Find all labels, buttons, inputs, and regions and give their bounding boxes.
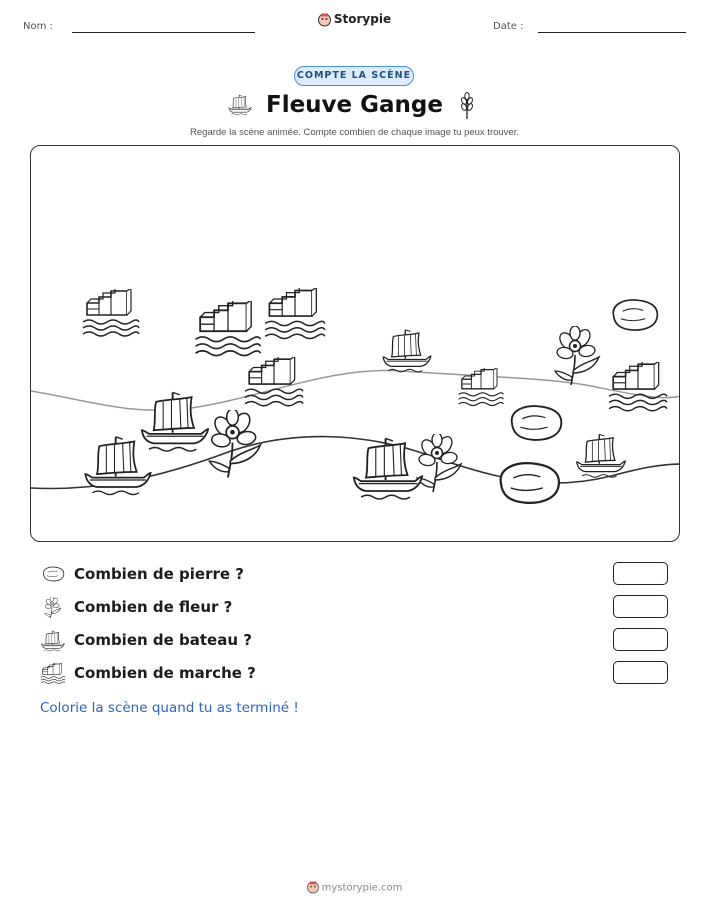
boat-icon xyxy=(383,330,431,372)
storypie-mascot-icon xyxy=(307,881,319,894)
activity-badge: COMPTE LA SCÈNE xyxy=(294,66,414,86)
question-text: Combien de fleur ? xyxy=(74,598,233,616)
question-text: Combien de bateau ? xyxy=(74,631,252,649)
date-line[interactable] xyxy=(538,32,686,33)
wheat-icon xyxy=(458,92,476,120)
stone-icon xyxy=(40,564,66,586)
boat-icon xyxy=(142,392,208,451)
name-line[interactable] xyxy=(72,32,255,33)
brand-name: Storypie xyxy=(333,12,392,26)
steps-icon xyxy=(265,287,325,338)
question-boat xyxy=(40,630,670,656)
answer-box-stone[interactable] xyxy=(613,562,668,585)
answer-box-boat[interactable] xyxy=(613,628,668,651)
date-label: Date : xyxy=(493,21,524,32)
steps-icon xyxy=(196,300,261,356)
steps-icon xyxy=(40,663,66,685)
question-text: Combien de marche ? xyxy=(74,664,256,682)
storypie-mascot-icon xyxy=(318,13,331,27)
question-stone xyxy=(40,564,670,590)
boat-icon xyxy=(354,438,422,499)
question-text: Combien de pierre ? xyxy=(74,565,244,583)
page-subtitle: Regarde la scène animée. Compte combien de chaque image tu peux trouver. xyxy=(189,127,519,138)
footer-url[interactable]: mystorypie.com xyxy=(321,882,403,894)
steps-icon xyxy=(609,361,667,411)
flower-icon xyxy=(417,433,461,492)
boat-icon xyxy=(577,434,626,477)
steps-icon xyxy=(83,288,139,336)
flower-icon xyxy=(40,597,66,619)
stone-icon xyxy=(613,300,657,330)
name-label: Nom : xyxy=(23,21,53,32)
far-riverbank xyxy=(31,370,680,410)
answer-box-steps[interactable] xyxy=(613,661,668,684)
steps-icon xyxy=(459,367,504,405)
question-flower xyxy=(40,597,670,623)
question-steps xyxy=(40,663,670,689)
steps-icon xyxy=(245,356,303,406)
stone-icon xyxy=(512,406,562,440)
counting-scene[interactable] xyxy=(30,145,680,542)
boat-icon xyxy=(85,437,150,495)
coloring-instruction: Colorie la scène quand tu as terminé ! xyxy=(40,700,299,716)
page-title: Fleuve Gange xyxy=(265,92,443,118)
stone-icon xyxy=(501,463,559,503)
flower-icon xyxy=(209,409,260,477)
flower-icon xyxy=(555,326,599,385)
brand-logo xyxy=(0,12,709,27)
answer-box-flower[interactable] xyxy=(613,595,668,618)
boat-icon xyxy=(40,630,66,652)
footer xyxy=(0,881,709,894)
